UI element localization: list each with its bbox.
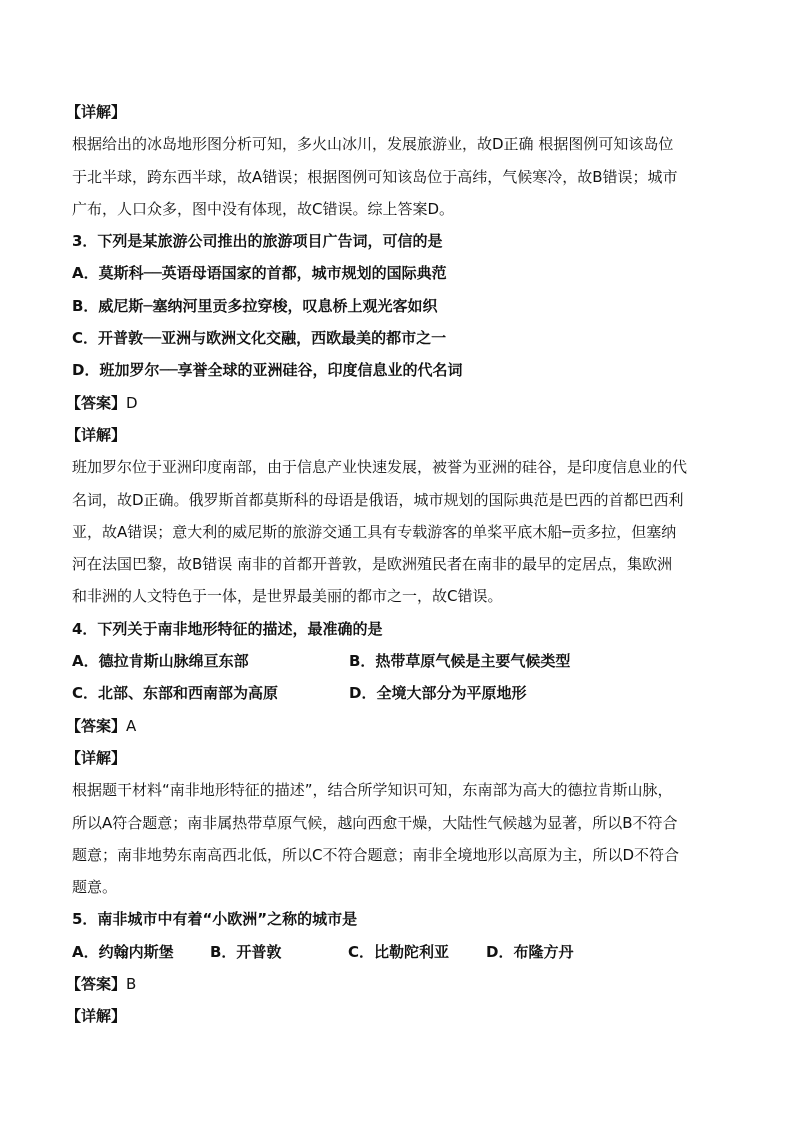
question-3-option-a: A．莫斯科──英语母语国家的首都，城市规划的国际典范 — [72, 264, 447, 283]
question-3-option-b: B．威尼斯─塞纳河里贡多拉穿梭，叹息桥上观光客如织 — [72, 296, 438, 315]
question-4-option-b: B．热带草原气候是主要气候类型 — [349, 652, 571, 671]
explanation-line: 题意；南非地势东南高西北低，所以C不符合题意；南非全境地形以高原为主，所以D不符合 — [72, 845, 680, 864]
explanation-line: 广布，人口众多，图中没有体现，故C错误。综上答案D。 — [72, 199, 455, 218]
question-5-option-c: C．比勒陀利亚 — [348, 942, 450, 961]
explanation-line: 班加罗尔位于亚洲印度南部，由于信息产业快速发展，被誉为亚洲的硅谷，是印度信息业的代 — [72, 458, 688, 477]
explanation-line: 根据给出的冰岛地形图分析可知，多火山冰川，发展旅游业，故D正确 根据图例可知该岛位 — [72, 135, 674, 154]
question-3-answer — [66, 387, 724, 419]
explanation-line: 题意。 — [72, 878, 118, 897]
question-4-option-a: A．德拉肯斯山脉绵亘东部 — [72, 652, 249, 671]
explanation-line: 所以A符合题意；南非属热带草原气候，越向西愈干燥，大陆性气候越为显著，所以B不符合 — [72, 813, 678, 832]
answer-value: A — [126, 716, 137, 735]
question-5-stem: 5．南非城市中有着“小欧洲”之称的城市是 — [72, 910, 358, 929]
detail-label: 【详解】 — [66, 1007, 127, 1026]
question-5-option-d: D．布隆方丹 — [486, 942, 574, 961]
question-5-answer — [66, 968, 724, 1000]
question-5-options-row — [72, 936, 724, 968]
document-page — [66, 96, 724, 1033]
answer-label: 【答案】 — [66, 393, 127, 412]
detail-label: 【详解】 — [66, 103, 127, 121]
explanation-line: 根据题干材料“南非地形特征的描述”，结合所学知识可知，东南部为高大的德拉肯斯山脉， — [72, 781, 673, 800]
answer-label: 【答案】 — [66, 975, 127, 994]
question-4-options-row-1 — [72, 645, 724, 677]
explanation-line: 名词，故D正确。俄罗斯首都莫斯科的母语是俄语，城市规划的国际典范是巴西的首都巴西利 — [72, 490, 684, 509]
explanation-line: 于北半球，跨东西半球，故A错误；根据图例可知该岛位于高纬，气候寒冷，故B错误；城市 — [72, 167, 678, 186]
answer-value: D — [126, 393, 138, 412]
answer-label: 【答案】 — [66, 716, 127, 735]
question-4-answer — [66, 710, 724, 742]
question-4-option-c: C．北部、东部和西南部为高原 — [72, 684, 279, 703]
question-3-option-c: C．开普敦──亚洲与欧洲文化交融，西欧最美的都市之一 — [72, 329, 447, 348]
question-4-option-d: D．全境大部分为平原地形 — [349, 684, 527, 703]
explanation-line: 亚，故A错误；意大利的威尼斯的旅游交通工具有专载游客的单桨平底木船─贡多拉，但塞纳 — [72, 522, 677, 541]
answer-value: B — [126, 975, 137, 994]
question-5-option-a: A．约翰内斯堡 — [72, 942, 174, 961]
explanation-line: 和非洲的人文特色于一体，是世界最美丽的都市之一，故C错误。 — [72, 587, 503, 606]
detail-label: 【详解】 — [66, 425, 127, 444]
explanation-line: 河在法国巴黎，故B错误 南非的首都开普敦，是欧洲殖民者在南非的最早的定居点，集欧洲 — [72, 555, 673, 574]
detail-label: 【详解】 — [66, 748, 127, 767]
question-5-option-b: B．开普敦 — [210, 942, 282, 961]
question-3-option-d: D．班加罗尔──享誉全球的亚洲硅谷，印度信息业的代名词 — [72, 361, 463, 380]
question-3-stem: 3．下列是某旅游公司推出的旅游项目广告词，可信的是 — [72, 232, 443, 251]
question-4-options-row-2 — [72, 677, 724, 709]
question-4-stem: 4．下列关于南非地形特征的描述，最准确的是 — [72, 619, 383, 638]
